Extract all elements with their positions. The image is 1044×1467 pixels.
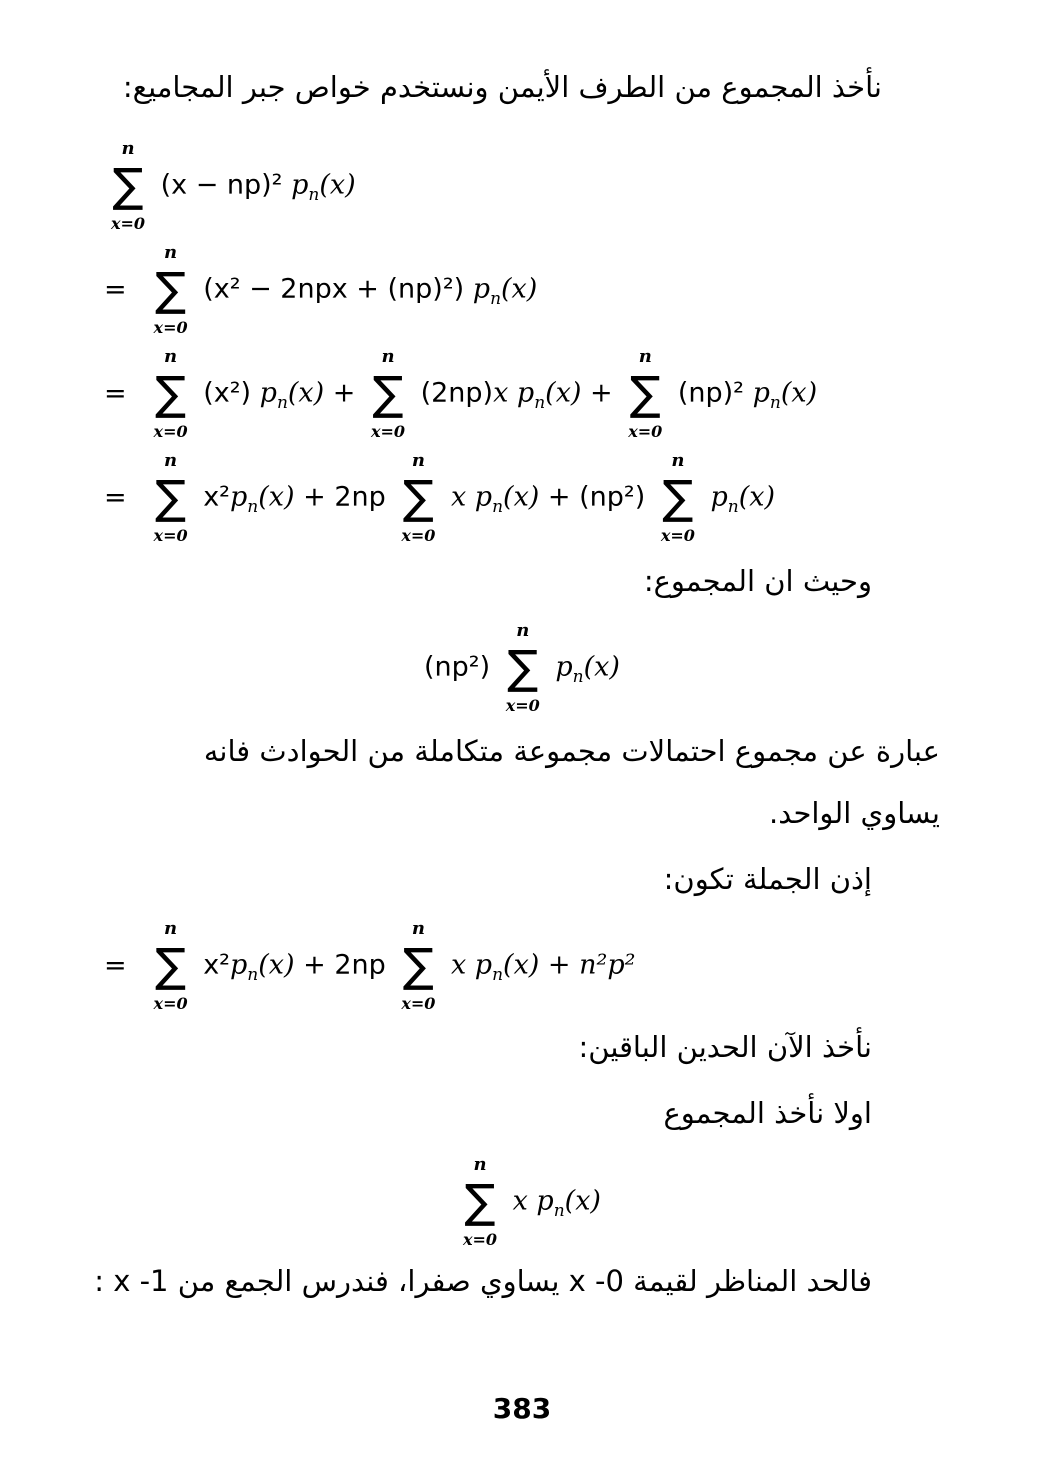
summation-2: n ∑ x=0 (153, 242, 188, 337)
equation-7: n ∑ x=0 x $p_n(x)$ (456, 1162, 601, 1242)
summation-7: n ∑ x=0 (462, 1154, 498, 1249)
equation-3: = n ∑ x=0 (x²) $p_n(x)$ + n ∑ x=0 (2np)x $p_n(x)$ + n ∑ x=0 (np)² $p_n(x)$ (104, 346, 818, 441)
summation-1: n ∑ x=0 (110, 138, 146, 233)
equation-1: n ∑ x=0 (x − np)² $p_n(x)$ (104, 146, 356, 226)
page-number: 383 (492, 1392, 552, 1425)
equation-2: = n ∑ x=0 (x² − 2npx + (np)²) $p_n(x)$ (104, 242, 538, 337)
take-two-text: نأخذ الآن الحدين الباقين: (578, 1030, 872, 1064)
summation-3c: n ∑ x=0 (628, 346, 663, 441)
term-zero-text: فالحد المناظر لقيمة x -0 يساوي صفرا، فندرس الجمع من x -1 : (94, 1264, 872, 1298)
summation-5: n ∑ x=0 (505, 620, 540, 715)
summation-4a: n ∑ x=0 (153, 450, 188, 545)
explain-line-2: يساوي الواحد. (769, 796, 940, 830)
summation-3b: n ∑ x=0 (370, 346, 406, 441)
equation-4: = n ∑ x=0 $x^2p_n(x) + 2np$ n ∑ x=0 x $p_n(x) + (np^2)$ n ∑ x=0 $p_n(x)$ (104, 450, 776, 545)
summation-6a: n ∑ x=0 (153, 918, 188, 1013)
summation-3a: n ∑ x=0 (153, 346, 188, 441)
equation-6: = n ∑ x=0 $x^2p_n(x) + 2np$ n ∑ x=0 x $p_n(x) + n^2p^2$ (104, 918, 636, 1013)
summation-4b: n ∑ x=0 (401, 450, 436, 545)
summation-4c: n ∑ x=0 (660, 450, 695, 545)
since-text: وحيث ان المجموع: (643, 564, 872, 598)
summation-6b: n ∑ x=0 (401, 918, 436, 1013)
equation-5: (np²) n ∑ x=0 $p_n(x)$ (424, 620, 620, 715)
intro-text: نأخذ المجموع من الطرف الأيمن ونستخدم خواص جبر المجاميع: (122, 70, 882, 104)
then-text: إذن الجملة تكون: (663, 862, 872, 896)
first-take-text: اولا نأخذ المجموع (663, 1096, 872, 1130)
explain-line-1: عبارة عن مجموع احتمالات مجموعة متكاملة من الحوادث فانه (203, 734, 940, 768)
